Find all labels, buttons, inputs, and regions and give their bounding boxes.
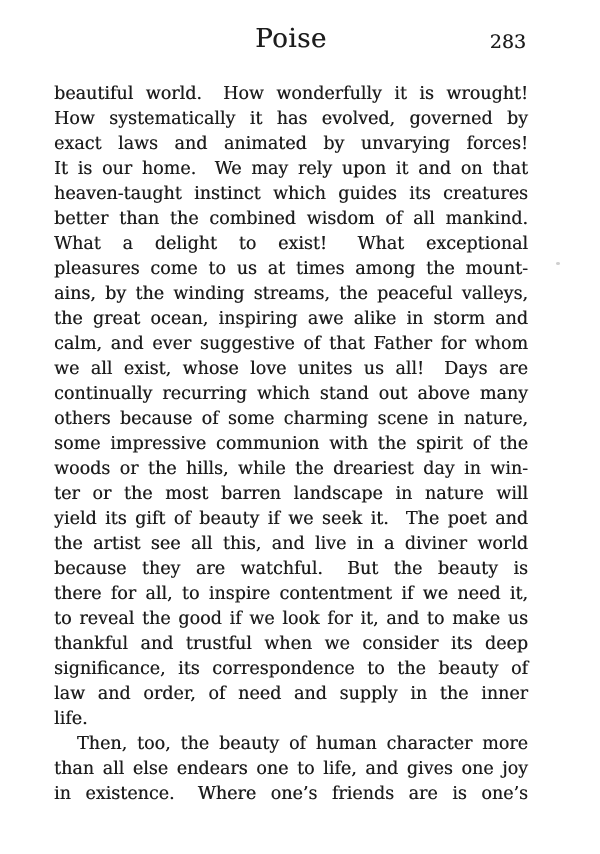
text-line: life. bbox=[54, 709, 88, 729]
text-line: law and order, of need and supply in the inner bbox=[54, 684, 528, 704]
text-line: the great ocean, inspiring awe alike in storm and bbox=[54, 309, 528, 329]
page-number: 283 bbox=[489, 31, 526, 53]
text-line: significance, its correspondence to the beauty of bbox=[54, 659, 528, 679]
text-line: ter or the most barren landscape in nature will bbox=[54, 484, 528, 504]
text-line: heaven-taught instinct which guides its creatures bbox=[54, 184, 528, 204]
text-line: woods or the hills, while the dreariest day in win- bbox=[54, 459, 528, 479]
page-title: Poise bbox=[255, 24, 327, 54]
text-line: calm, and ever suggestive of that Father for whom bbox=[54, 334, 528, 354]
paragraph-2 bbox=[54, 732, 528, 807]
text-line: ains, by the winding streams, the peaceful valleys, bbox=[54, 284, 528, 304]
text-line: thankful and trustful when we consider its deep bbox=[54, 634, 528, 654]
text-line: It is our home. We may rely upon it and on that bbox=[54, 159, 528, 179]
text-line: others because of some charming scene in nature, bbox=[54, 409, 528, 429]
text-line: yield its gift of beauty if we seek it. The poet and bbox=[54, 509, 528, 529]
text-line: continually recurring which stand out above many bbox=[54, 384, 528, 404]
text-line: to reveal the good if we look for it, and to make us bbox=[54, 609, 528, 629]
running-header bbox=[54, 24, 528, 60]
text-line: What a delight to exist! What exceptional bbox=[54, 234, 528, 254]
text-line: than all else endears one to life, and gives one joy bbox=[54, 759, 528, 779]
text-line: exact laws and animated by unvarying forces! bbox=[54, 134, 528, 154]
text-line: in existence. Where one’s friends are is one’s bbox=[54, 784, 528, 804]
body-text bbox=[54, 82, 528, 807]
text-line: some impressive communion with the spirit of the bbox=[54, 434, 528, 454]
text-line: because they are watchful. But the beauty is bbox=[54, 559, 528, 579]
scan-artifact-dot bbox=[556, 262, 560, 265]
text-line: we all exist, whose love unites us all! Days are bbox=[54, 359, 528, 379]
text-line: the artist see all this, and live in a diviner world bbox=[54, 534, 528, 554]
text-line: Then, too, the beauty of human character more bbox=[77, 734, 528, 754]
paragraph-1 bbox=[54, 82, 528, 732]
text-line: pleasures come to us at times among the mount- bbox=[54, 259, 528, 279]
text-line: How systematically it has evolved, governed by bbox=[54, 109, 528, 129]
text-line: beautiful world. How wonderfully it is wrought! bbox=[54, 84, 528, 104]
text-line: there for all, to inspire contentment if we need it, bbox=[54, 584, 528, 604]
text-line: better than the combined wisdom of all mankind. bbox=[54, 209, 528, 229]
